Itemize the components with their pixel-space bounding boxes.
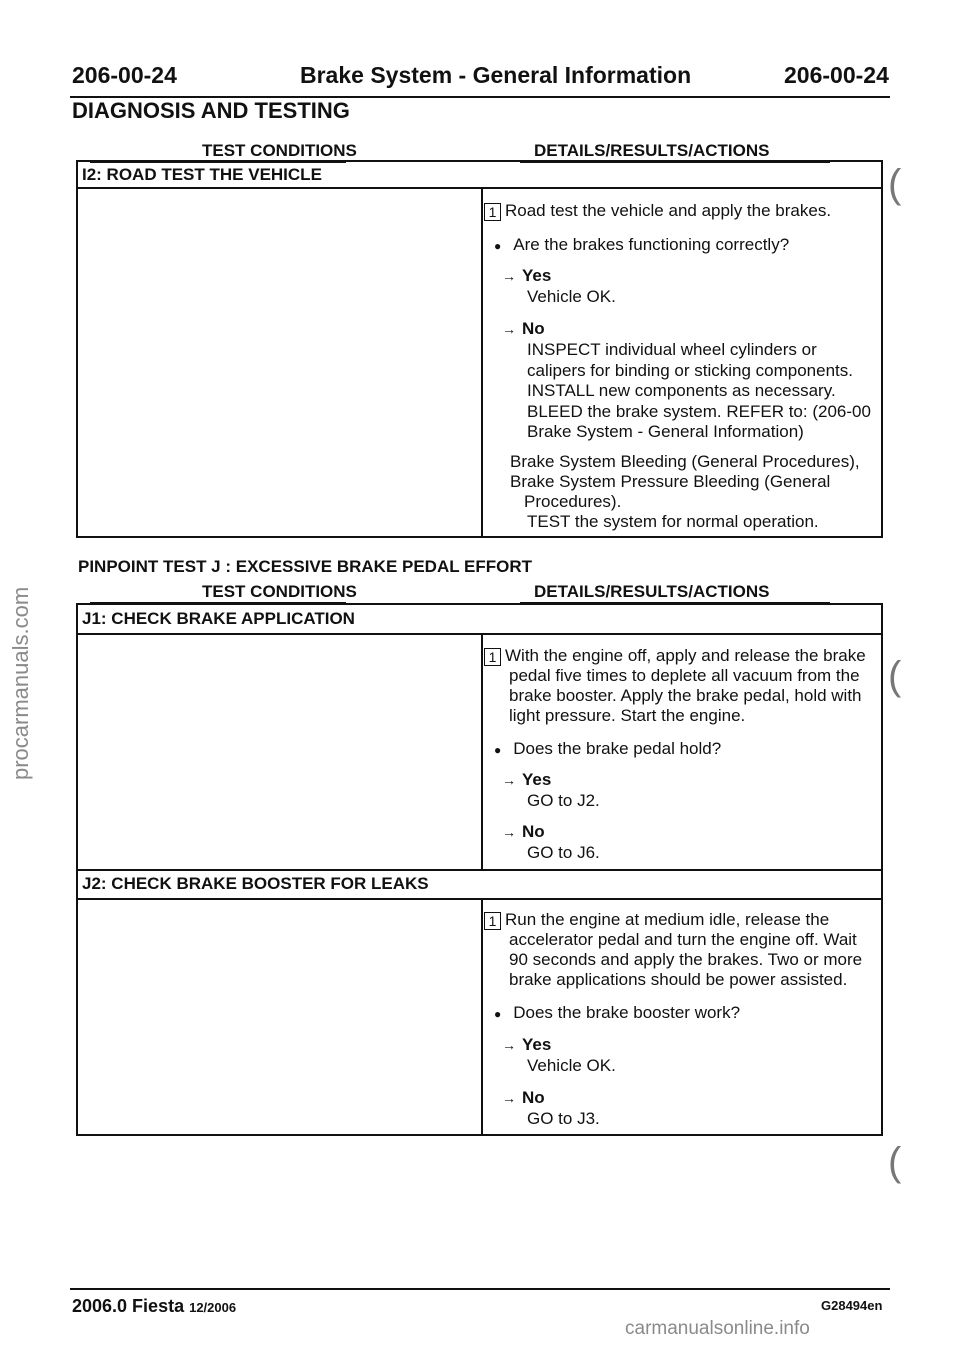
reference-line: Brake System Bleeding (General Procedures), [510,452,860,471]
no-label: No [522,822,545,841]
step-number-box: 1 [484,648,501,666]
step-number-box: 1 [484,912,501,930]
margin-mark-decoration: ( [888,1140,902,1184]
bottom-watermark: carmanualsonline.info [625,1318,810,1339]
step-text: Road test the vehicle and apply the brakes. [505,201,832,220]
no-action-line: calipers for binding or sticking components. [527,361,853,380]
answer-yes [502,770,551,791]
step-text-line: brake applications should be power assisted. [509,970,848,989]
row-rule [78,869,881,871]
column-heading-conditions: TEST CONDITIONS [202,582,357,601]
table-i2 [76,160,883,538]
arrow-right-icon: → [502,1037,516,1053]
row-rule [78,187,881,189]
section-title: DIAGNOSIS AND TESTING [72,98,350,123]
column-heading-conditions: TEST CONDITIONS [202,141,357,160]
answer-yes [502,266,551,287]
no-action-line: BLEED the brake system. REFER to: (206-00 [527,402,871,421]
row-rule [78,633,881,635]
answer-no [502,1088,545,1109]
question-text: Does the brake pedal hold? [513,739,722,758]
step-text-line: pedal five times to deplete all vacuum from the [509,666,860,685]
step-title-i2: I2: ROAD TEST THE VEHICLE [82,165,322,184]
no-action: GO to J3. [527,1109,600,1128]
answer-no [502,319,545,340]
page-number-right: 206-00-24 [784,62,889,88]
no-action-line: INSTALL new components as necessary. [527,381,836,400]
arrow-right-icon: → [502,772,516,788]
footer-model-name: 2006.0 Fiesta [72,1296,185,1316]
table-j [76,603,883,1136]
no-label: No [522,1088,545,1107]
column-divider [481,898,483,1134]
row-rule [78,898,881,900]
step-text-line: accelerator pedal and turn the engine off. Wait [509,930,857,949]
column-divider [481,187,483,536]
step-text-line: 90 seconds and apply the brakes. Two or more [509,950,863,969]
answer-no [502,822,545,843]
bullet-icon: ● [494,743,502,757]
question-text: Are the brakes functioning correctly? [513,235,790,254]
margin-mark-decoration: ( [888,162,902,206]
page-number-left: 206-00-24 [72,62,177,88]
yes-label: Yes [522,770,552,789]
footer-rule [70,1288,890,1290]
step-title-j1: J1: CHECK BRAKE APPLICATION [82,609,355,628]
arrow-right-icon: → [502,824,516,840]
question [494,1003,740,1025]
step-number-box: 1 [484,203,501,221]
step-instruction [484,201,831,222]
no-action: GO to J6. [527,843,600,862]
step-text-line: light pressure. Start the engine. [509,706,746,725]
bullet-icon: ● [494,239,502,253]
column-heading-details: DETAILS/RESULTS/ACTIONS [534,141,770,160]
no-label: No [522,319,545,338]
yes-action: Vehicle OK. [527,1056,616,1075]
answer-yes [502,1035,551,1056]
footer-code: G28494en [821,1298,883,1313]
footer-date: 12/2006 [189,1300,237,1315]
step-text: With the engine off, apply and release the brake [505,646,866,665]
column-heading-details: DETAILS/RESULTS/ACTIONS [534,582,770,601]
no-action-line: INSPECT individual wheel cylinders or [527,340,817,359]
column-divider [481,633,483,869]
arrow-right-icon: → [502,1090,516,1106]
step-instruction [484,646,866,667]
page-title: Brake System - General Information [300,62,692,88]
yes-label: Yes [522,266,552,285]
reference-line: Procedures). [524,492,622,511]
step-title-j2: J2: CHECK BRAKE BOOSTER FOR LEAKS [82,874,429,893]
reference-line: Brake System Pressure Bleeding (General [510,472,831,491]
bullet-icon: ● [494,1007,502,1021]
step-instruction [484,910,829,931]
arrow-right-icon: → [502,321,516,337]
no-action-line: Brake System - General Information) [527,422,804,441]
question [494,235,789,257]
question [494,739,721,761]
pinpoint-test-title: PINPOINT TEST J : EXCESSIVE BRAKE PEDAL EFFORT [78,557,533,576]
step-text: Run the engine at medium idle, release the [505,910,830,929]
final-action: TEST the system for normal operation. [527,512,819,531]
side-watermark: procarmanuals.com [8,586,33,780]
yes-action: GO to J2. [527,791,600,810]
question-text: Does the brake booster work? [513,1003,741,1022]
yes-action: Vehicle OK. [527,287,616,306]
step-text-line: brake booster. Apply the brake pedal, hold with [509,686,862,705]
footer-model [72,1296,236,1317]
yes-label: Yes [522,1035,552,1054]
margin-mark-decoration: ( [888,654,902,698]
arrow-right-icon: → [502,268,516,284]
